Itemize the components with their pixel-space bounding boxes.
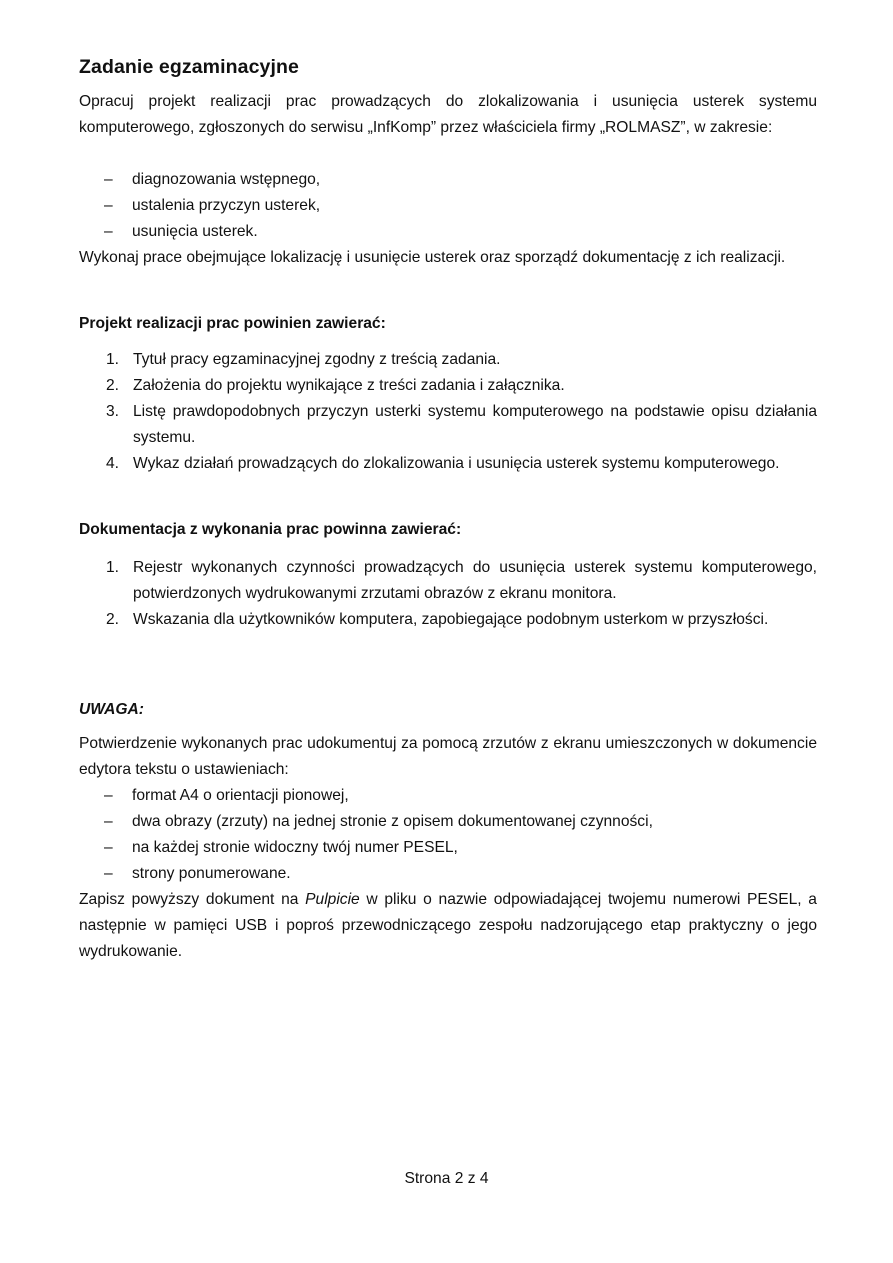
documentation-heading: Dokumentacja z wykonania prac powinna zawierać: [79, 521, 462, 538]
intro-after-paragraph: Wykonaj prace obejmujące lokalizację i usunięcie usterek oraz sporządź dokumentację z ich realizacji. [79, 249, 786, 266]
list-item: – usunięcia usterek. [104, 223, 258, 240]
save-instruction-paragraph: Zapisz powyższy dokument na Pulpicie w pliku o nazwie odpowiadającej twojemu numerowi PESEL, a następnie w pamięci USB i poproś przewodniczącego zespołu nadzorującego etap praktyczny o jego wydrukowanie. [79, 891, 817, 960]
desktop-term: Pulpicie [305, 891, 360, 908]
project-heading: Projekt realizacji prac powinien zawierać: [79, 315, 386, 332]
intro-paragraph: Opracuj projekt realizacji prac prowadzących do zlokalizowania i usunięcia usterek systemu komputerowego, zgłoszonych do serwisu „InfKomp” przez właściciela firmy „ROLMASZ”, w zakresie: [79, 93, 817, 136]
list-item: – dwa obrazy (zrzuty) na jednej stronie z opisem dokumentowanej czynności, [104, 813, 653, 830]
list-item: 4. Wykaz działań prowadzących do zlokalizowania i usunięcia usterek systemu komputerowego. [106, 455, 780, 472]
list-item: – format A4 o orientacji pionowej, [104, 787, 349, 804]
list-item: 1. Tytuł pracy egzaminacyjnej zgodny z treścią zadania. [106, 351, 501, 368]
list-item: – diagnozowania wstępnego, [104, 171, 321, 188]
note-label: UWAGA: [79, 701, 144, 718]
intro-scope-list [79, 167, 817, 245]
note-paragraph: Potwierdzenie wykonanych prac udokumentuj za pomocą zrzutów z ekranu umieszczonych w dokumencie edytora tekstu o ustawieniach: [79, 735, 817, 778]
project-list [79, 347, 817, 477]
list-item: 3. Listę prawdopodobnych przyczyn usterki systemu komputerowego na podstawie opisu działania systemu. [106, 403, 817, 446]
list-item: – ustalenia przyczyn usterek, [104, 197, 321, 214]
list-item: – strony ponumerowane. [104, 865, 291, 882]
list-item: 2. Założenia do projektu wynikające z treści zadania i załącznika. [106, 377, 565, 394]
list-item: 1. Rejestr wykonanych czynności prowadzących do usunięcia usterek systemu komputerowego, potwierdzonych wydrukowanymi zrzutami obrazów z ekranu monitora. [106, 559, 817, 602]
list-item: – na każdej stronie widoczny twój numer PESEL, [104, 839, 458, 856]
page-title: Zadanie egzaminacyjne [79, 56, 299, 78]
note-settings-list [79, 783, 817, 887]
list-item: 2. Wskazania dla użytkowników komputera, zapobiegające podobnym usterkom w przyszłości. [106, 611, 769, 628]
documentation-list [79, 555, 817, 633]
page-number: Strona 2 z 4 [404, 1170, 489, 1187]
